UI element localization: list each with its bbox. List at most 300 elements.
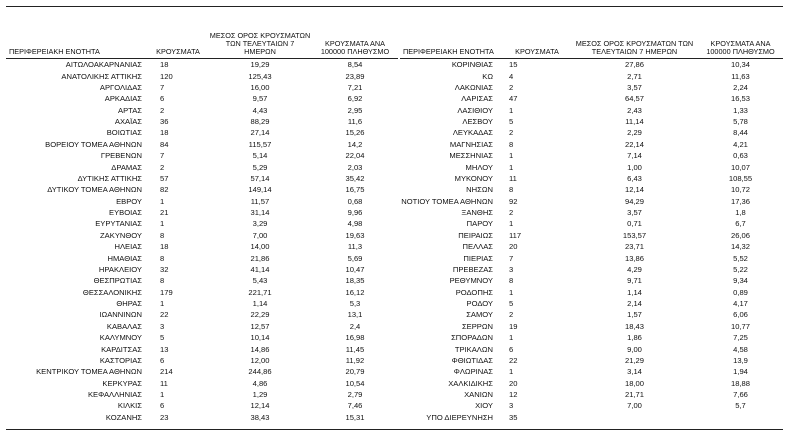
per100k-cell: 0,63 [733, 151, 748, 161]
left-table [6, 27, 398, 423]
region-cell: ΠΕΛΛΑΣ [462, 242, 493, 252]
table-row [400, 105, 783, 116]
cases-cell: 21 [160, 208, 169, 218]
per100k-cell: 108,55 [728, 173, 753, 183]
avg-cell: 27,86 [624, 60, 644, 70]
avg-cell: 3,57 [627, 208, 642, 218]
avg-cell: 9,71 [627, 276, 642, 286]
per100k-cell: 7,66 [733, 390, 748, 400]
cases-cell: 20 [509, 378, 518, 388]
avg-cell: 3,14 [627, 367, 642, 377]
per100k-cell: 10,77 [730, 321, 750, 331]
per100k-cell: 11,6 [347, 117, 363, 127]
per100k-cell: 18,88 [730, 378, 750, 388]
avg-cell: 1,86 [627, 333, 642, 343]
per100k-cell: 26,06 [730, 230, 750, 240]
per100k-cell: 5,69 [347, 253, 363, 263]
table-row [6, 150, 398, 161]
avg-cell: 12,14 [624, 185, 644, 195]
region-cell: ΕΒΡΟΥ [116, 196, 142, 206]
cases-cell: 8 [160, 230, 165, 240]
cases-cell: 8 [160, 276, 165, 286]
table-row [6, 332, 398, 343]
table-row [400, 70, 783, 81]
table-row [400, 287, 783, 298]
region-cell: ΠΑΡΟΥ [466, 219, 493, 229]
per100k-cell: 5,3 [349, 299, 361, 309]
table-row [6, 161, 398, 172]
avg-cell: 31,14 [250, 208, 270, 218]
per100k-cell: 14,2 [347, 139, 363, 149]
avg-cell: 21,29 [624, 355, 644, 365]
avg-cell: 18,00 [624, 378, 644, 388]
avg-cell: 3,29 [252, 219, 268, 229]
region-cell: ΑΡΓΟΛΙΔΑΣ [99, 82, 142, 92]
per100k-cell: 4,17 [733, 299, 748, 309]
avg-cell: 6,43 [627, 173, 642, 183]
table-row [400, 400, 783, 411]
region-cell: ΛΕΥΚΑΔΑΣ [452, 128, 493, 138]
region-cell: ΚΑΛΥΜΝΟΥ [99, 333, 142, 343]
region-cell: ΛΕΣΒΟΥ [462, 117, 493, 127]
cases-cell: 1 [160, 219, 165, 229]
avg-cell: 14,86 [250, 344, 270, 354]
region-cell: ΘΕΣΠΡΩΤΙΑΣ [93, 276, 142, 286]
per100k-cell: 1,94 [733, 367, 748, 377]
table-row [6, 70, 398, 81]
per100k-cell: 13,9 [733, 355, 748, 365]
region-cell: ΚΟΡΙΝΘΙΑΣ [451, 60, 493, 70]
avg-cell: 7,00 [627, 401, 642, 411]
avg-cell: 125,43 [248, 71, 272, 81]
bottom-rule [6, 429, 783, 430]
per100k-cell: 5,78 [733, 117, 748, 127]
avg-cell: 3,57 [627, 82, 642, 92]
per100k-cell: 10,34 [730, 60, 750, 70]
cases-cell: 2 [509, 128, 514, 138]
region-cell: ΚΩ [482, 71, 493, 81]
region-cell: ΛΑΚΩΝΙΑΣ [454, 82, 493, 92]
per100k-cell: 16,53 [730, 94, 750, 104]
table-row [6, 366, 398, 377]
per100k-cell: 16,98 [345, 333, 365, 343]
table-row [6, 400, 398, 411]
cases-cell: 13 [160, 344, 169, 354]
per100k-cell: 10,54 [345, 378, 365, 388]
per100k-cell: 7,25 [733, 333, 748, 343]
table-row [400, 184, 783, 195]
cases-cell: 1 [509, 287, 514, 297]
region-cell: ΕΥΡΥΤΑΝΙΑΣ [95, 219, 142, 229]
cases-cell: 82 [160, 185, 169, 195]
table-row [6, 298, 398, 309]
cases-cell: 1 [509, 333, 514, 343]
region-cell: ΡΕΘΥΜΝΟΥ [449, 276, 493, 286]
table-row [400, 412, 783, 423]
region-cell: ΚΑΡΔΙΤΣΑΣ [101, 344, 142, 354]
table-row [6, 184, 398, 195]
region-cell: ΘΕΣΣΑΛΟΝΙΚΗΣ [82, 287, 142, 297]
avg-cell: 11,14 [625, 117, 644, 127]
avg-cell: 115,57 [248, 139, 272, 149]
cases-cell: 12 [509, 390, 518, 400]
region-cell: ΖΑΚΥΝΘΟΥ [100, 230, 142, 240]
per100k-cell: 11,92 [345, 355, 365, 365]
cases-cell: 22 [509, 355, 518, 365]
region-cell: ΔΥΤΙΚΟΥ ΤΟΜΕΑ ΑΘΗΝΩΝ [47, 185, 142, 195]
avg-cell: 57,14 [250, 173, 270, 183]
cases-cell: 2 [509, 310, 514, 320]
avg-cell: 41,14 [250, 264, 270, 274]
avg-cell: 9,57 [252, 94, 268, 104]
region-cell: ΣΑΜΟΥ [466, 310, 493, 320]
table-row [400, 127, 783, 138]
region-cell: ΗΡΑΚΛΕΙΟΥ [98, 264, 142, 274]
cases-cell: 22 [160, 310, 169, 320]
cases-cell: 2 [160, 105, 165, 115]
table-row [400, 150, 783, 161]
region-cell: ΧΑΝΙΩΝ [464, 390, 493, 400]
cases-cell: 8 [509, 185, 514, 195]
avg-cell: 1,57 [627, 310, 642, 320]
region-cell: ΜΥΚΟΝΟΥ [454, 173, 493, 183]
region-cell: ΑΝΑΤΟΛΙΚΗΣ ΑΤΤΙΚΗΣ [61, 71, 142, 81]
avg-cell: 12,14 [250, 401, 270, 411]
per100k-cell: 15,31 [345, 412, 365, 422]
region-cell: ΜΗΛΟΥ [465, 162, 493, 172]
per100k-cell: 4,98 [347, 219, 363, 229]
per100k-cell: 17,36 [730, 196, 750, 206]
table-row [400, 332, 783, 343]
table-row [400, 93, 783, 104]
cases-cell: 19 [509, 321, 518, 331]
cases-cell: 4 [509, 71, 514, 81]
cases-cell: 1 [160, 196, 165, 206]
per100k-cell: 13,1 [347, 310, 363, 320]
cases-cell: 179 [160, 287, 173, 297]
region-cell: ΣΕΡΡΩΝ [461, 321, 493, 331]
table-row [6, 173, 398, 184]
cases-cell: 7 [160, 151, 165, 161]
avg-cell: 27,14 [250, 128, 270, 138]
cases-cell: 36 [160, 117, 169, 127]
left-table-body [6, 59, 398, 424]
avg-cell: 221,71 [248, 287, 272, 297]
avg-cell: 244,86 [248, 367, 272, 377]
region-header: ΠΕΡΙΦΕΡΕΙΑΚΗ ΕΝΟΤΗΤΑ [6, 27, 148, 59]
per100k-cell: 14,32 [730, 242, 750, 252]
region-cell: ΜΕΣΣΗΝΙΑΣ [449, 151, 493, 161]
cases-cell: 32 [160, 264, 169, 274]
cases-cell: 18 [160, 60, 169, 70]
per100k-cell: 23,89 [345, 71, 365, 81]
table-row [6, 93, 398, 104]
avg-cell: 2,71 [627, 71, 642, 81]
table-row [400, 343, 783, 354]
cases-cell: 92 [509, 196, 518, 206]
cases-header: ΚΡΟΥΣΜΑΤΑ [503, 27, 571, 59]
cases-cell: 1 [160, 299, 165, 309]
region-cell: ΚΕΝΤΡΙΚΟΥ ΤΟΜΕΑ ΑΘΗΝΩΝ [36, 367, 142, 377]
table-row [400, 366, 783, 377]
region-cell: ΤΡΙΚΑΛΩΝ [454, 344, 493, 354]
table-row [400, 252, 783, 263]
table-row [6, 252, 398, 263]
cases-cell: 1 [509, 162, 514, 172]
region-cell: ΙΩΑΝΝΙΝΩΝ [99, 310, 142, 320]
per100k-cell: 5,22 [733, 264, 748, 274]
region-cell: ΧΙΟΥ [475, 401, 493, 411]
region-cell: ΛΑΡΙΣΑΣ [461, 94, 493, 104]
avg-cell: 5,29 [252, 162, 268, 172]
table-row [6, 309, 398, 320]
avg-cell: 7,14 [627, 151, 642, 161]
avg-cell: 12,00 [250, 355, 270, 365]
region-cell: ΚΑΒΑΛΑΣ [106, 321, 142, 331]
table-row [400, 241, 783, 252]
table-row [6, 218, 398, 229]
region-cell: ΡΟΔΟΠΗΣ [455, 287, 493, 297]
table-row [6, 116, 398, 127]
table-row [400, 173, 783, 184]
avg-cell: 16,00 [250, 82, 270, 92]
cases-cell: 214 [160, 367, 173, 377]
cases-cell: 5 [509, 299, 514, 309]
region-cell: ΒΟΙΩΤΙΑΣ [106, 128, 142, 138]
cases-cell: 20 [509, 242, 518, 252]
avg-cell: 14,00 [250, 242, 270, 252]
region-cell: ΝΟΤΙΟΥ ΤΟΜΕΑ ΑΘΗΝΩΝ [401, 196, 493, 206]
avg-cell: 18,43 [624, 321, 644, 331]
avg-cell: 22,14 [624, 139, 644, 149]
per100k-cell: 11,45 [345, 344, 365, 354]
per100k-cell: 8,54 [347, 60, 363, 70]
top-rule [6, 6, 783, 7]
table-row [6, 412, 398, 423]
per100k-header: ΚΡΟΥΣΜΑΤΑ ΑΝΑ 100000 ΠΛΗΘΥΣΜΟ [698, 27, 783, 59]
table-row [6, 287, 398, 298]
cases-cell: 2 [509, 208, 514, 218]
per100k-cell: 6,7 [735, 219, 746, 229]
per100k-cell: 5,52 [733, 253, 748, 263]
avg-cell: 12,57 [250, 321, 270, 331]
per100k-cell: 9,96 [347, 208, 363, 218]
avg-cell: 64,57 [624, 94, 644, 104]
region-cell: ΑΡΚΑΔΙΑΣ [104, 94, 142, 104]
per100k-cell: 5,7 [735, 401, 746, 411]
table-row [400, 196, 783, 207]
region-cell: ΦΛΩΡΙΝΑΣ [453, 367, 493, 377]
per100k-cell: 7,46 [347, 401, 363, 411]
cases-cell: 7 [509, 253, 514, 263]
table-row [6, 82, 398, 93]
cases-cell: 35 [509, 412, 518, 422]
cases-cell: 1 [509, 105, 514, 115]
cases-cell: 3 [160, 321, 165, 331]
per100k-cell: 2,24 [733, 82, 748, 92]
table-row [6, 241, 398, 252]
avg-cell: 4,43 [252, 105, 268, 115]
cases-cell: 6 [160, 355, 165, 365]
per100k-cell: 7,21 [347, 82, 363, 92]
region-cell: ΒΟΡΕΙΟΥ ΤΟΜΕΑ ΑΘΗΝΩΝ [45, 139, 142, 149]
table-row [400, 298, 783, 309]
avg-cell: 4,86 [252, 378, 268, 388]
avg-cell: 153,57 [622, 230, 647, 240]
table-row [6, 321, 398, 332]
cases-cell: 7 [160, 82, 165, 92]
table-row [400, 275, 783, 286]
cases-cell: 8 [509, 276, 514, 286]
region-cell: ΞΑΝΘΗΣ [461, 208, 493, 218]
region-cell: ΑΧΑΪΑΣ [114, 117, 142, 127]
cases-cell: 1 [160, 390, 165, 400]
region-cell: ΦΘΙΩΤΙΔΑΣ [451, 355, 493, 365]
cases-cell: 6 [160, 401, 165, 411]
per100k-cell: 16,12 [345, 287, 365, 297]
per100k-cell: 6,06 [733, 310, 748, 320]
left-header-row [6, 27, 398, 59]
avg-cell: 1,00 [627, 162, 642, 172]
region-cell: ΧΑΛΚΙΔΙΚΗΣ [448, 378, 493, 388]
cases-cell: 1 [509, 219, 514, 229]
table-row [6, 127, 398, 138]
cases-header: ΚΡΟΥΣΜΑΤΑ [148, 27, 208, 59]
avg-cell: 94,29 [624, 196, 644, 206]
per100k-cell: 20,79 [345, 367, 365, 377]
cases-cell: 117 [509, 230, 522, 240]
per100k-cell: 11,3 [347, 242, 363, 252]
avg-header: ΜΕΣΟΣ ΟΡΟΣ ΚΡΟΥΣΜΑΤΩΝ ΤΩΝ ΤΕΛΕΥΤΑΙΩΝ 7 ΗΜΕΡΩΝ [208, 27, 312, 59]
avg-cell [571, 412, 698, 423]
cases-cell: 3 [509, 401, 514, 411]
cases-cell: 84 [160, 139, 169, 149]
region-cell: ΑΙΤΩΛΟΑΚΑΡΝΑΝΙΑΣ [65, 60, 142, 70]
avg-cell: 149,14 [248, 185, 272, 195]
avg-cell: 21,86 [250, 253, 270, 263]
table-row [400, 355, 783, 366]
table-row [400, 161, 783, 172]
per100k-cell: 6,92 [347, 94, 363, 104]
region-cell: ΚΕΦΑΛΛΗΝΙΑΣ [87, 390, 142, 400]
avg-header: ΜΕΣΟΣ ΟΡΟΣ ΚΡΟΥΣΜΑΤΩΝ ΤΩΝ ΤΕΛΕΥΤΑΙΩΝ 7 ΗΜΕΡΩΝ [571, 27, 698, 59]
per100k-cell: 22,04 [345, 151, 365, 161]
per100k-cell: 16,75 [345, 185, 365, 195]
region-cell: ΔΥΤΙΚΗΣ ΑΤΤΙΚΗΣ [77, 173, 142, 183]
per100k-cell: 2,4 [349, 321, 361, 331]
cases-cell: 8 [160, 253, 165, 263]
region-cell: ΚΕΡΚΥΡΑΣ [102, 378, 142, 388]
per100k-cell: 2,79 [347, 390, 363, 400]
per100k-cell: 10,47 [345, 264, 365, 274]
avg-cell: 1,14 [627, 287, 642, 297]
cases-cell: 15 [509, 60, 518, 70]
region-cell: ΝΗΣΩΝ [466, 185, 493, 195]
per100k-cell: 19,63 [345, 230, 365, 240]
region-cell: ΡΟΔΟΥ [466, 299, 493, 309]
table-row [6, 105, 398, 116]
region-cell: ΠΡΕΒΕΖΑΣ [452, 264, 493, 274]
table-row [400, 116, 783, 127]
table-row [400, 378, 783, 389]
avg-cell: 21,71 [624, 390, 644, 400]
per100k-cell [698, 412, 783, 423]
cases-cell: 2 [509, 82, 514, 92]
avg-cell: 0,71 [627, 219, 642, 229]
cases-cell: 2 [160, 162, 165, 172]
right-table [400, 27, 783, 423]
avg-cell: 1,14 [252, 299, 268, 309]
per100k-cell: 11,63 [731, 71, 750, 81]
cases-cell: 1 [509, 367, 514, 377]
region-cell: ΛΑΣΙΘΙΟΥ [457, 105, 493, 115]
cases-cell: 1 [509, 151, 514, 161]
cases-cell: 11 [160, 378, 168, 388]
region-cell: ΔΡΑΜΑΣ [111, 162, 142, 172]
table-row [6, 389, 398, 400]
table-row [6, 230, 398, 241]
cases-cell: 18 [160, 242, 169, 252]
table-row [6, 343, 398, 354]
per100k-cell: 1,33 [733, 105, 748, 115]
cases-cell: 120 [160, 71, 173, 81]
cases-cell: 6 [160, 94, 165, 104]
avg-cell: 2,43 [627, 105, 642, 115]
region-header: ΠΕΡΙΦΕΡΕΙΑΚΗ ΕΝΟΤΗΤΑ [400, 27, 503, 59]
avg-cell: 11,57 [250, 196, 270, 206]
cases-cell: 3 [509, 264, 514, 274]
table-row [400, 139, 783, 150]
avg-cell: 2,14 [627, 299, 642, 309]
table-row [6, 59, 398, 71]
per100k-cell: 0,89 [733, 287, 748, 297]
per100k-cell: 0,68 [347, 196, 363, 206]
table-row [400, 230, 783, 241]
cases-cell: 11 [509, 173, 517, 183]
per100k-cell: 8,44 [733, 128, 748, 138]
avg-cell: 10,14 [250, 333, 270, 343]
avg-cell: 4,29 [627, 264, 642, 274]
avg-cell: 5,43 [252, 276, 268, 286]
region-cell: ΘΗΡΑΣ [116, 299, 142, 309]
region-cell: ΥΠΟ ΔΙΕΡΕΥΝΗΣΗ [426, 412, 493, 422]
right-header-row [400, 27, 783, 59]
per100k-cell: 4,58 [733, 344, 748, 354]
region-cell: ΠΙΕΡΙΑΣ [463, 253, 493, 263]
region-cell: ΣΠΟΡΑΔΩΝ [451, 333, 493, 343]
avg-cell: 2,29 [627, 128, 642, 138]
table-row [400, 389, 783, 400]
cases-cell: 23 [160, 412, 169, 422]
table-row [400, 321, 783, 332]
cases-cell: 5 [160, 333, 165, 343]
per100k-cell: 2,03 [347, 162, 363, 172]
avg-cell: 9,00 [627, 344, 642, 354]
cases-cell: 5 [509, 117, 514, 127]
avg-cell: 19,29 [250, 60, 270, 70]
per100k-cell: 10,07 [730, 162, 750, 172]
cases-cell: 6 [509, 344, 514, 354]
region-cell: ΚΙΛΚΙΣ [117, 401, 142, 411]
per100k-cell: 9,34 [733, 276, 748, 286]
per100k-cell: 10,72 [730, 185, 750, 195]
per100k-cell: 4,21 [733, 139, 748, 149]
region-cell: ΚΟΖΑΝΗΣ [105, 412, 142, 422]
region-cell: ΕΥΒΟΙΑΣ [109, 208, 142, 218]
table-row [400, 207, 783, 218]
cases-cell: 8 [509, 139, 514, 149]
region-cell: ΚΑΣΤΟΡΙΑΣ [99, 355, 142, 365]
